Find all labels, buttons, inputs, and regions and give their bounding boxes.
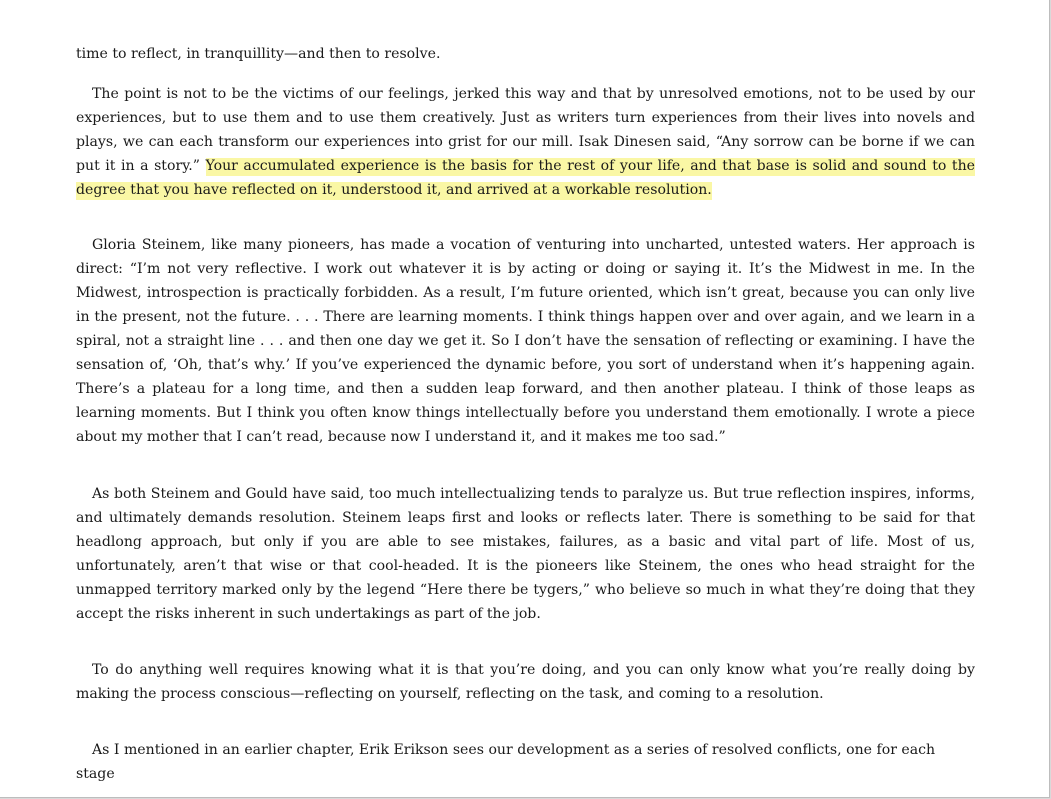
paragraph-text xyxy=(76,82,975,202)
paragraph-creative-use xyxy=(76,82,975,202)
paragraph-process xyxy=(76,658,975,706)
paragraph-text-plain: The point is not to be the victims of our feelings, jerked this way and that by unresolved emotions, not to be used by our experiences, but to use them and to use them creatively. Just as writers turn experiences from their lives into novels and plays, we can each transform our experiences into grist for our mill. Isak Dinesen said, “Any sorrow can be borne if we can put it in a story.” xyxy=(76,86,975,174)
paragraph-text: As I mentioned in an earlier chapter, Erik Erikson sees our development as a series of resolved conflicts, one for each stage xyxy=(76,742,936,782)
paragraph-steinem-quote xyxy=(76,233,975,449)
paragraph-text: To do anything well requires knowing what it is that you’re doing, and you can only know what you’re really doing by making the process conscious—reflecting on yourself, reflecting on the task, and coming to a resolution. xyxy=(76,662,975,702)
highlighted-passage[interactable]: Your accumulated experience is the basis for the rest of your life, and that base is solid and sound to the degree that you have reflected on it, understood it, and arrived at a workable resolution. xyxy=(76,158,976,198)
paragraph-text: Gloria Steinem, like many pioneers, has made a vocation of venturing into uncharted, untested waters. Her approach is direct: “I’m not very reflective. I work out whatever it is by acting or doing or saying it. It’s the Midwest in me. In the Midwest, introspection is practically forbidden. As a result, I’m future oriented, which isn’t great, because you can only live in the present, not the future. . . . There are learning moments. I think things happen over and over again, and we learn in a spiral, not a straight line . . . and then one day we get it. So I don’t have the sensation of reflecting or examining. I have the sensation of, ‘Oh, that’s why.’ If you’ve experienced the dynamic before, you sort of understand when it’s happening again. There’s a plateau for a long time, and then a sudden leap forward, and then another plateau. I think of those leaps as learning moments. But I think you often know things intellectually before you understand them emotionally. I wrote a piece about my mother that I can’t read, because now I understand it, and it makes me too sad.” xyxy=(76,237,975,445)
paragraph-reflection xyxy=(76,482,975,626)
paragraph-erikson xyxy=(76,738,975,786)
paragraph-text: As both Steinem and Gould have said, too much intellectualizing tends to paralyze us. But true reflection inspires, informs, and ultimately demands resolution. Steinem leaps first and looks or reflects later. There is something to be said for that headlong approach, but only if you are able to see mistakes, failures, as a basic and vital part of life. Most of us, unfortunately, aren’t that wise or that cool-headed. It is the pioneers like Steinem, the ones who head straight for the unmapped territory marked only by the legend “Here there be tygers,” who believe so much in what they’re doing that they accept the risks inherent in such undertakings as part of the job. xyxy=(76,486,975,622)
paragraph-text: time to reflect, in tranquillity—and then to resolve. xyxy=(76,46,441,62)
paragraph-continuation xyxy=(76,42,975,66)
